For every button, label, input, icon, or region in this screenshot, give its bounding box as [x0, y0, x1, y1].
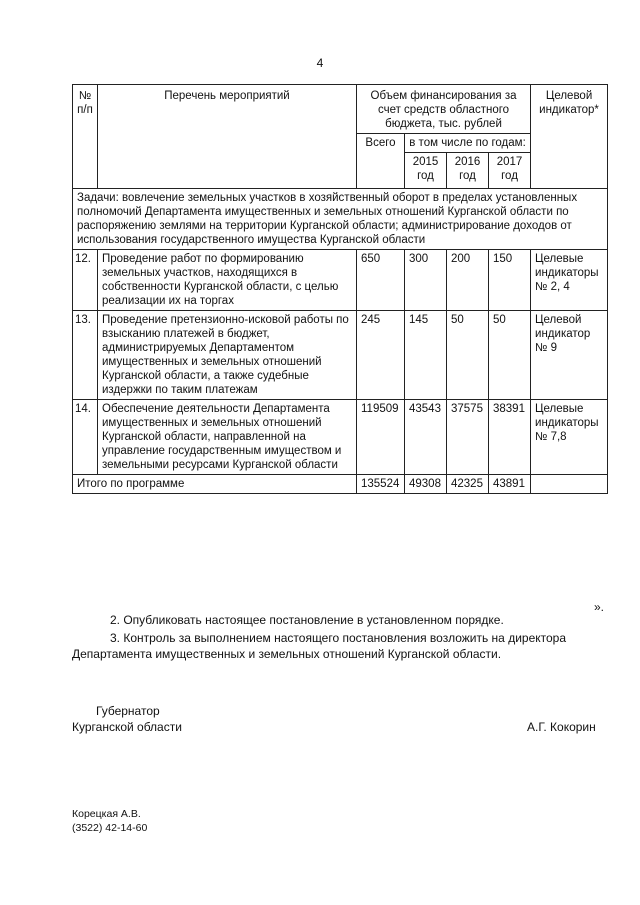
row-2016: 37575: [447, 400, 489, 475]
signature-name: А.Г. Кокорин: [527, 720, 596, 734]
row-2017: 50: [489, 311, 531, 400]
totals-row: [73, 475, 608, 494]
row-num: 14.: [73, 400, 98, 475]
paragraph-3-line-1: 3. Контроль за выполнением настоящего постановления возложить на директора: [110, 631, 567, 645]
table-row: [73, 311, 608, 400]
row-total: 245: [357, 311, 405, 400]
row-text: Проведение претензионно-исковой работы по взысканию платежей в бюджет, администрируемых Департаментом имущественных и земельных отношений Курганской области, а также судебные издержки по таким платежам: [98, 311, 357, 400]
signature-title-line-2: Курганской области: [72, 720, 182, 734]
row-text: Проведение работ по формированию земельных участков, находящихся в собственности Курганской области, с целью реализации их на торгах: [98, 250, 357, 311]
table-row: [73, 250, 608, 311]
header-num: № п/п: [73, 85, 98, 189]
row-2016: 200: [447, 250, 489, 311]
signature-title-line-1: Губернатор: [96, 704, 160, 718]
row-total: 119509: [357, 400, 405, 475]
header-total: Всего: [357, 134, 405, 189]
executor-name: Корецкая А.В.: [72, 808, 141, 820]
table-header-row: [73, 85, 608, 134]
row-indicator: Целевой индикатор № 9: [531, 311, 608, 400]
header-year-2017: 2017 год: [489, 153, 531, 189]
row-2015: 145: [405, 311, 447, 400]
row-num: 13.: [73, 311, 98, 400]
totals-2015: 49308: [405, 475, 447, 494]
totals-indicator-empty: [531, 475, 608, 494]
row-num: 12.: [73, 250, 98, 311]
closing-quote: ».: [594, 600, 605, 614]
header-including: в том числе по годам:: [405, 134, 531, 153]
row-total: 650: [357, 250, 405, 311]
row-2015: 43543: [405, 400, 447, 475]
row-2015: 300: [405, 250, 447, 311]
header-year-2016: 2016 год: [447, 153, 489, 189]
paragraph-3-line-2: Департамента имущественных и земельных отношений Курганской области.: [72, 647, 502, 661]
header-indicator: Целевой индикатор*: [531, 85, 608, 189]
totals-total: 135524: [357, 475, 405, 494]
row-2017: 38391: [489, 400, 531, 475]
activities-table: [72, 84, 608, 494]
header-activities: Перечень мероприятий: [98, 85, 357, 189]
task-row: [73, 189, 608, 250]
page-number: 4: [316, 56, 324, 70]
header-funding: Объем финансирования за счет средств областного бюджета, тыс. рублей: [357, 85, 531, 134]
totals-label: Итого по программе: [73, 475, 357, 494]
row-text: Обеспечение деятельности Департамента имущественных и земельных отношений Курганской области, направленной на управление государственным имуществом и земельными ресурсами Курганской области: [98, 400, 357, 475]
header-year-2015: 2015 год: [405, 153, 447, 189]
totals-2016: 42325: [447, 475, 489, 494]
task-text: Задачи: вовлечение земельных участков в хозяйственный оборот в пределах установленных полномочий Департамента имущественных и земельных отношений Курганской области по распоряжению землями на территории Курганской области; администрирование доходов от использования государственного имущества Курганской области: [73, 189, 608, 250]
row-2017: 150: [489, 250, 531, 311]
table-row: [73, 400, 608, 475]
executor-phone: (3522) 42-14-60: [72, 822, 148, 834]
row-indicator: Целевые индикаторы № 2, 4: [531, 250, 608, 311]
paragraph-2: 2. Опубликовать настоящее постановление в установленном порядке.: [110, 613, 504, 627]
row-indicator: Целевые индикаторы № 7,8: [531, 400, 608, 475]
row-2016: 50: [447, 311, 489, 400]
totals-2017: 43891: [489, 475, 531, 494]
